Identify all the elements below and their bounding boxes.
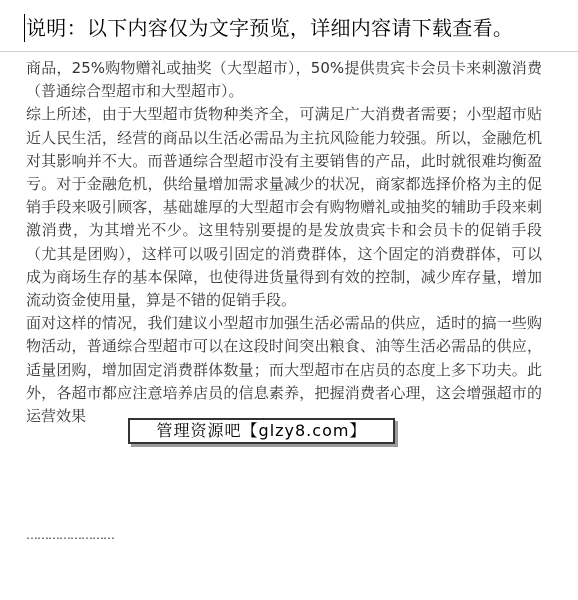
preview-notice-banner xyxy=(0,0,578,52)
paragraph-1: 商品，25%购物赠礼或抽奖（大型超市），50%提供贵宾卡会员卡来刺激消费（普通综合型超市和大型超市）。 xyxy=(26,59,542,101)
paragraph-2: 综上所述，由于大型超市货物种类齐全，可满足广大消费者需要；小型超市贴近人民生活，经营的商品以生活必需品为主抗风险能力较强。所以，金融危机对其影响并不大。而普通综合型超市没有主要销售的产品，此时就很难均衡盈亏。对于金融危机，供给量增加需求量减少的状况，商家都选择价格为主的促销手段来吸引顾客，基础雄厚的大型超市会有购物赠礼或抽奖的辅助手段来刺激消费，为其增光不少。这里特别要提的是发放贵宾卡和会员卡的促销手段（尤其是团购），这样可以吸引固定的消费群体，这个固定的消费群体，可以成为商场生存的基本保障，也使得进货量得到有效的控制，减少库存量，增加流动资金使用量，算是不错的促销手段。 xyxy=(26,105,542,310)
document-body xyxy=(26,57,542,428)
preview-notice-text: 说明：以下内容仅为文字预览，详细内容请下载查看。 xyxy=(26,16,514,40)
truncation-ellipsis: …………………… xyxy=(26,528,114,542)
text-cursor xyxy=(24,14,25,42)
watermark-label: 管理资源吧【glzy8.com】 xyxy=(128,418,395,444)
paragraph-3: 面对这样的情况，我们建议小型超市加强生活必需品的供应，适时的搞一些购物活动，普通综合型超市可以在这段时间突出粮食、油等生活必需品的供应，适量团购，增加固定消费群体数量；而大型超市在店员的态度上多下功夫。此外，各超市都应注意培养店员的信息素养，把握消费者心理，这会增强超市的运营效果 xyxy=(26,314,542,426)
